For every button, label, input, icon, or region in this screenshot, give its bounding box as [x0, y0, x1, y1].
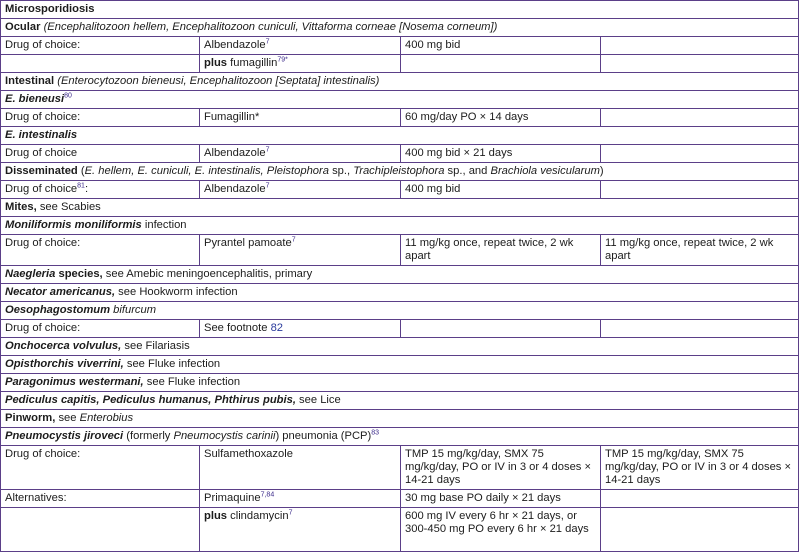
pediatric-dose-cell	[601, 55, 799, 73]
mites-label: Mites,	[5, 201, 37, 213]
adult-dose-cell: 400 mg bid × 21 days	[401, 145, 601, 163]
footnote-ref: 7	[265, 182, 270, 190]
footnote-link[interactable]: 82	[270, 322, 284, 334]
footnote-ref: 7	[291, 236, 296, 244]
drug-cell	[200, 181, 401, 199]
table-row	[1, 392, 799, 410]
table-row	[1, 1, 799, 19]
organism: E. hellem, E. cuniculi, E. intestinalis, Pleistophora	[84, 165, 329, 177]
see-reference: see	[55, 412, 80, 424]
table-row	[1, 55, 799, 73]
adult-dose-cell	[401, 55, 601, 73]
ocular-organisms: (Encephalitozoon hellem, Encephalitozoon cuniculi, Vittaforma corneae [Nosema corneum])	[43, 21, 498, 33]
microsporidiosis-heading: Microsporidiosis	[5, 3, 95, 15]
table-row	[1, 446, 799, 490]
table-row	[1, 428, 799, 446]
naegleria-heading	[1, 266, 799, 284]
adult-dose-cell: 11 mg/kg once, repeat twice, 2 wk apart	[401, 235, 601, 266]
adult-dose-cell: 30 mg base PO daily × 21 days	[401, 490, 601, 508]
disseminated-heading	[1, 163, 799, 181]
table-row	[1, 508, 799, 552]
pediatric-dose-cell: 11 mg/kg once, repeat twice, 2 wk apart	[601, 235, 799, 266]
onchocerca-label: Onchocerca volvulus,	[5, 340, 122, 352]
table-row	[1, 19, 799, 37]
pediatric-dose-cell	[601, 320, 799, 338]
row-label: Drug of choice:	[1, 109, 200, 127]
row-label	[1, 181, 200, 199]
ocular-heading	[1, 19, 799, 37]
row-label-text: Drug of choice	[5, 183, 78, 195]
see-reference: see Fluke infection	[123, 358, 221, 370]
plus-label: plus	[204, 57, 227, 69]
intestinal-organisms: (Enterocytozoon bieneusi, Encephalitozoon [Septata] intestinalis)	[57, 75, 380, 87]
table-row	[1, 338, 799, 356]
pediatric-dose-cell	[601, 490, 799, 508]
formerly-text: (formerly	[123, 430, 174, 442]
row-label: Drug of choice:	[1, 37, 200, 55]
table-row	[1, 181, 799, 199]
drug-cell	[200, 37, 401, 55]
table-row	[1, 266, 799, 284]
pediatric-dose-cell	[601, 508, 799, 552]
table-row	[1, 356, 799, 374]
drug-name: clindamycin	[227, 510, 289, 522]
drug-cell	[200, 55, 401, 73]
table-row	[1, 284, 799, 302]
row-label: Drug of choice:	[1, 235, 200, 266]
table-row	[1, 127, 799, 145]
row-label: Drug of choice:	[1, 446, 200, 490]
table-row	[1, 320, 799, 338]
pediatric-dose-cell	[601, 109, 799, 127]
drug-name: Albendazole	[204, 39, 266, 51]
see-reference: see Scabies	[36, 201, 101, 213]
pediatric-dose-cell	[601, 145, 799, 163]
paragonimus-label: Paragonimus westermani,	[5, 376, 144, 388]
footnote-ref: 7	[265, 38, 270, 46]
table-row	[1, 490, 799, 508]
drug-cell	[200, 508, 401, 552]
moniliformis-label: Moniliformis moniliformis	[5, 219, 142, 231]
adult-dose-cell: 600 mg IV every 6 hr × 21 days, or 300-450 mg PO every 6 hr × 21 days	[401, 508, 601, 552]
mites-heading	[1, 199, 799, 217]
row-label	[1, 55, 200, 73]
see-reference: see Amebic meningoencephalitis, primary	[102, 268, 313, 280]
adult-dose-cell: 400 mg bid	[401, 37, 601, 55]
drug-name: Pyrantel pamoate	[204, 237, 292, 249]
colon: :	[84, 183, 89, 195]
table-row	[1, 374, 799, 392]
bieneusi-heading	[1, 91, 799, 109]
naegleria-label: Naegleria	[5, 268, 56, 280]
pneumocystis-heading	[1, 428, 799, 446]
necator-heading	[1, 284, 799, 302]
table-row	[1, 199, 799, 217]
organism-sep: sp., and	[444, 165, 491, 177]
intestinalis-label: E. intestinalis	[5, 129, 78, 141]
table-row	[1, 37, 799, 55]
drug-name: fumagillin	[227, 57, 278, 69]
see-reference: see Filariasis	[121, 340, 190, 352]
organism: Trachipleistophora	[353, 165, 445, 177]
paren: )	[599, 165, 604, 177]
see-reference: see Fluke infection	[143, 376, 241, 388]
table-row	[1, 302, 799, 320]
adult-dose-cell: 60 mg/day PO × 14 days	[401, 109, 601, 127]
footnote-ref: 7	[288, 509, 293, 517]
pinworm-label: Pinworm,	[5, 412, 56, 424]
see-reference: see Hookworm infection	[115, 286, 238, 298]
drug-cell	[200, 320, 401, 338]
pneumonia-text: ) pneumonia (PCP)	[275, 430, 372, 442]
row-label: Alternatives:	[1, 490, 200, 508]
footnote-ref: 81	[77, 182, 85, 190]
oesophagostomum-heading	[1, 302, 799, 320]
naegleria-label-suffix: species,	[55, 268, 103, 280]
onchocerca-heading	[1, 338, 799, 356]
adult-dose-cell: 400 mg bid	[401, 181, 601, 199]
see-reference: see Lice	[295, 394, 341, 406]
bieneusi-label: E. bieneusi	[5, 93, 65, 105]
old-name: Pneumocystis carinii	[173, 430, 276, 442]
footnote-ref: 79*	[277, 56, 288, 64]
adult-dose-cell	[401, 320, 601, 338]
moniliformis-heading	[1, 217, 799, 235]
footnote-ref: 7	[265, 146, 270, 154]
footnote-ref: 7,84	[260, 491, 275, 499]
pediatric-dose-cell	[601, 181, 799, 199]
table-row	[1, 235, 799, 266]
intestinal-label: Intestinal	[5, 75, 55, 87]
row-label	[1, 508, 200, 552]
pediatric-dose-cell: TMP 15 mg/kg/day, SMX 75 mg/kg/day, PO or IV in 3 or 4 doses × 14-21 days	[601, 446, 799, 490]
drug-cell	[200, 235, 401, 266]
table-row	[1, 109, 799, 127]
table-row	[1, 91, 799, 109]
section-title	[1, 1, 799, 19]
drug-cell: Sulfamethoxazole	[200, 446, 401, 490]
label-suffix: infection	[141, 219, 187, 231]
see-footnote-text: See footnote	[204, 322, 271, 334]
table-row	[1, 73, 799, 91]
table-row	[1, 145, 799, 163]
intestinalis-heading	[1, 127, 799, 145]
necator-label: Necator americanus,	[5, 286, 116, 298]
row-label: Drug of choice:	[1, 320, 200, 338]
adult-dose-cell: TMP 15 mg/kg/day, SMX 75 mg/kg/day, PO or IV in 3 or 4 doses × 14-21 days	[401, 446, 601, 490]
drug-name: Albendazole	[204, 183, 266, 195]
ocular-label: Ocular	[5, 21, 41, 33]
paragonimus-heading	[1, 374, 799, 392]
table-row	[1, 217, 799, 235]
pinworm-heading	[1, 410, 799, 428]
footnote-ref: 83	[371, 429, 380, 437]
disseminated-label: Disseminated	[5, 165, 78, 177]
intestinal-heading	[1, 73, 799, 91]
opisthorchis-label: Opisthorchis viverrini,	[5, 358, 124, 370]
drug-cell	[200, 490, 401, 508]
footnote-ref: 80	[64, 92, 72, 100]
drug-cell	[200, 145, 401, 163]
organism: Brachiola vesicularum	[490, 165, 600, 177]
pediculus-label: Pediculus capitis, Pediculus humanus, Phthirus pubis,	[5, 394, 296, 406]
organism-sep: sp.,	[328, 165, 354, 177]
pneumocystis-label: Pneumocystis jiroveci	[5, 430, 124, 442]
table-row	[1, 410, 799, 428]
see-reference-target: Enterobius	[79, 412, 134, 424]
drug-name: Albendazole	[204, 147, 266, 159]
oesophagostomum-species: bifurcum	[110, 304, 157, 316]
oesophagostomum-label: Oesophagostomum	[5, 304, 111, 316]
paren: (	[80, 165, 85, 177]
drug-cell: Fumagillin*	[200, 109, 401, 127]
opisthorchis-heading	[1, 356, 799, 374]
drug-name: Primaquine	[204, 492, 261, 504]
pediculus-heading	[1, 392, 799, 410]
plus-label: plus	[204, 510, 227, 522]
table-row	[1, 163, 799, 181]
pediatric-dose-cell	[601, 37, 799, 55]
row-label: Drug of choice	[1, 145, 200, 163]
